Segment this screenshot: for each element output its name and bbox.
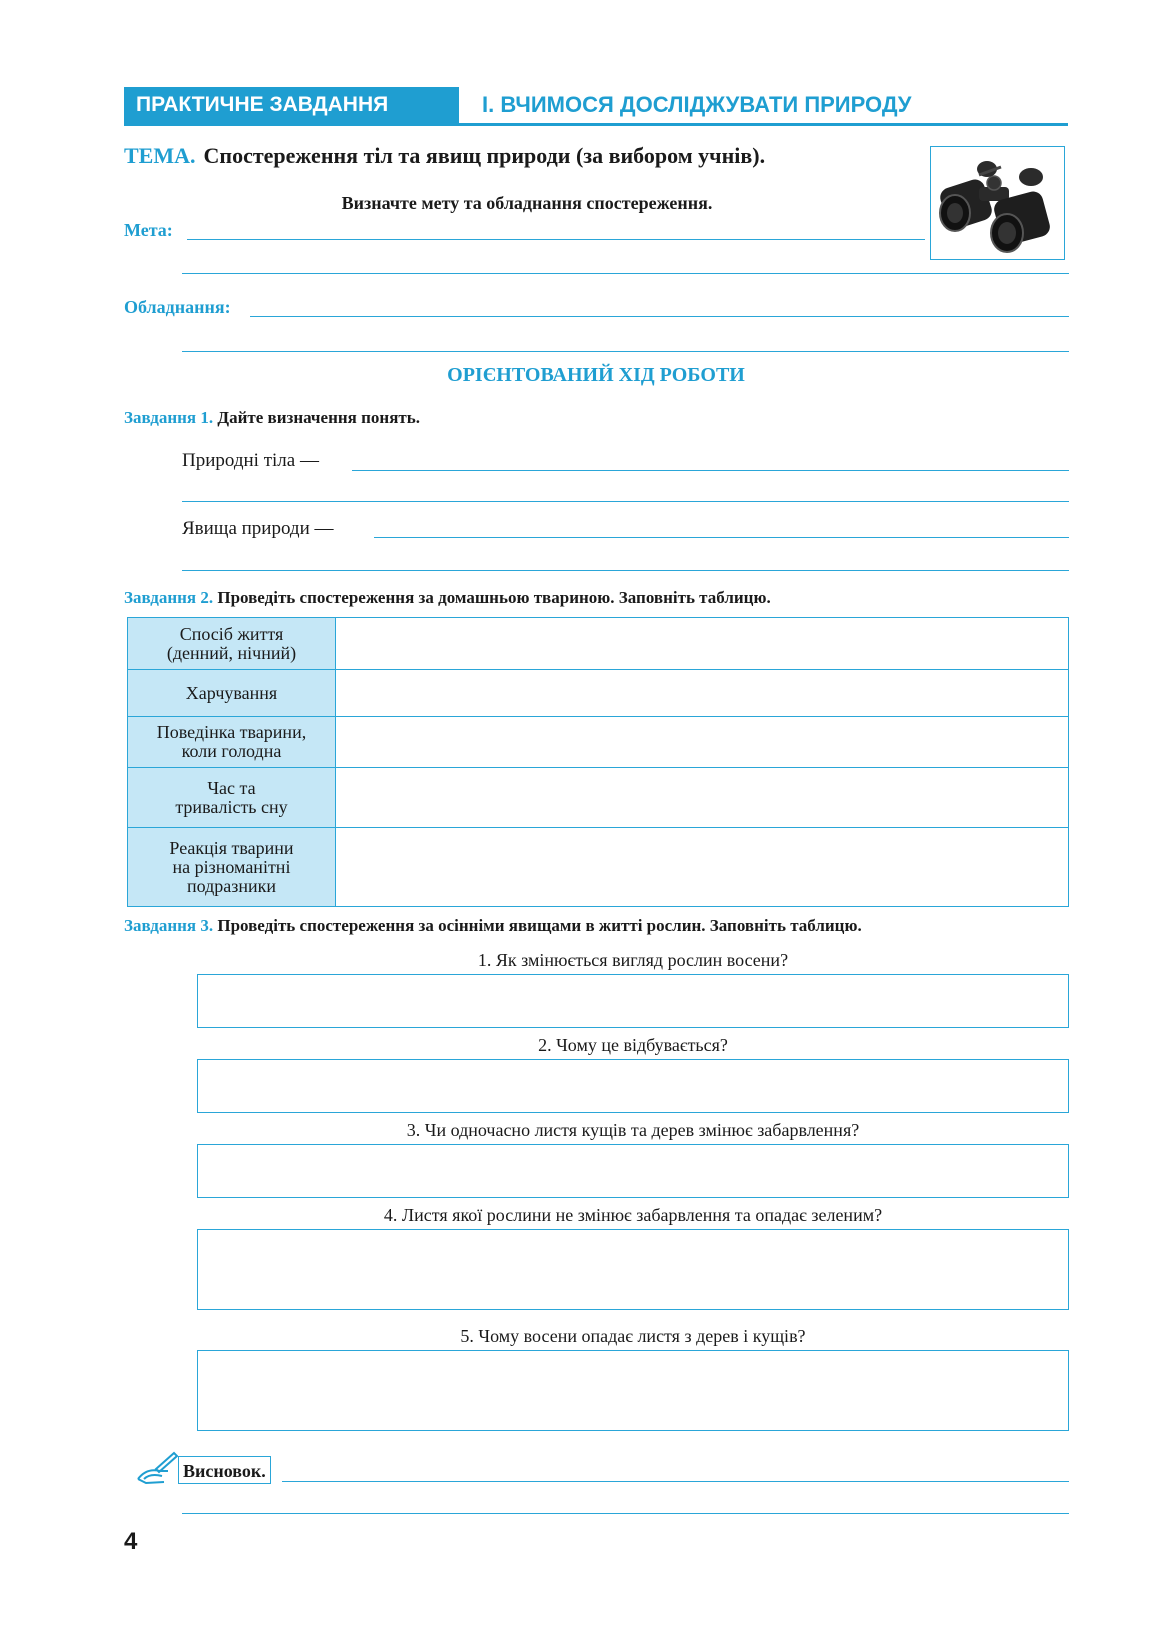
feeding-answer-cell[interactable] [336,670,1069,717]
hungry-behavior-answer-cell[interactable] [336,717,1069,768]
question-4: 4. Листя якої рослини не змінює забарвлення та опадає зеленим? [383,1205,883,1225]
animal-observation-table [127,617,1069,907]
binoculars-icon [931,147,1063,258]
task2-text: Проведіть спостереження за домашньою твариною. Заповніть таблицю. [217,588,771,607]
task3-label: Завдання 3. [124,916,214,935]
header-chapter-title: І. ВЧИМОСЯ ДОСЛІДЖУВАТИ ПРИРОДУ [482,92,912,117]
equipment-input-line-1[interactable] [250,316,1069,317]
question-1: 1. Як змінюється вигляд рослин восени? [477,950,789,970]
answer-box-1[interactable] [197,974,1069,1028]
topic-line [124,143,765,169]
section-title: ОРІЄНТОВАНИЙ ХІД РОБОТИ [447,364,745,386]
task2-label: Завдання 2. [124,588,214,607]
task1-label: Завдання 1. [124,408,214,427]
header-rule [124,123,1068,126]
row-header-lifestyle: Спосіб життя (денний, нічний) [128,618,336,670]
natural-bodies-input-line-2[interactable] [182,501,1069,502]
goal-input-line-2[interactable] [182,273,1069,274]
natural-phenomena-input-line-1[interactable] [374,537,1069,538]
lifestyle-answer-cell[interactable] [336,618,1069,670]
goal-input-line-1[interactable] [187,239,925,240]
topic-text: Спостереження тіл та явищ природи (за вибором учнів). [203,143,766,168]
task3-heading [124,916,862,936]
task1-heading [124,408,420,428]
pen-hand-icon [134,1449,178,1485]
equipment-label: Обладнання: [124,297,231,317]
header-section-label: ПРАКТИЧНЕ ЗАВДАННЯ [124,87,459,123]
task1-term-natural-phenomena: Явища природи — [182,518,334,539]
row-header-feeding: Харчування [128,670,336,717]
answer-box-4[interactable] [197,1229,1069,1310]
natural-phenomena-input-line-2[interactable] [182,570,1069,571]
natural-bodies-input-line-1[interactable] [352,470,1069,471]
answer-box-5[interactable] [197,1350,1069,1431]
row-header-hungry-behavior: Поведінка тварини, коли голодна [128,717,336,768]
conclusion-input-line-2[interactable] [182,1513,1069,1514]
page-number: 4 [124,1528,138,1555]
goal-label: Мета: [124,220,173,240]
question-5: 5. Чому восени опадає листя з дерев і кущів? [460,1326,806,1346]
stimuli-reaction-answer-cell[interactable] [336,828,1069,907]
conclusion-label: Висновок. [178,1456,271,1484]
instruction-text: Визначте мету та обладнання спостереження. [341,193,713,213]
answer-box-2[interactable] [197,1059,1069,1113]
sleep-answer-cell[interactable] [336,768,1069,828]
equipment-input-line-2[interactable] [182,351,1069,352]
task1-term-natural-bodies: Природні тіла — [182,450,319,471]
conclusion-input-line-1[interactable] [282,1481,1069,1482]
task3-text: Проведіть спостереження за осінніми явищами в житті рослин. Заповніть таблицю. [217,916,862,935]
row-header-sleep: Час та тривалість сну [128,768,336,828]
binoculars-photo [930,146,1065,260]
answer-box-3[interactable] [197,1144,1069,1198]
task1-text: Дайте визначення понять. [217,408,420,427]
question-2: 2. Чому це відбувається? [538,1035,728,1055]
question-3: 3. Чи одночасно листя кущів та дерев змінює забарвлення? [406,1120,860,1140]
row-header-stimuli-reaction: Реакція тварини на різноманітні подразники [128,828,336,907]
task2-heading [124,588,771,608]
topic-label: ТЕМА. [124,143,196,168]
